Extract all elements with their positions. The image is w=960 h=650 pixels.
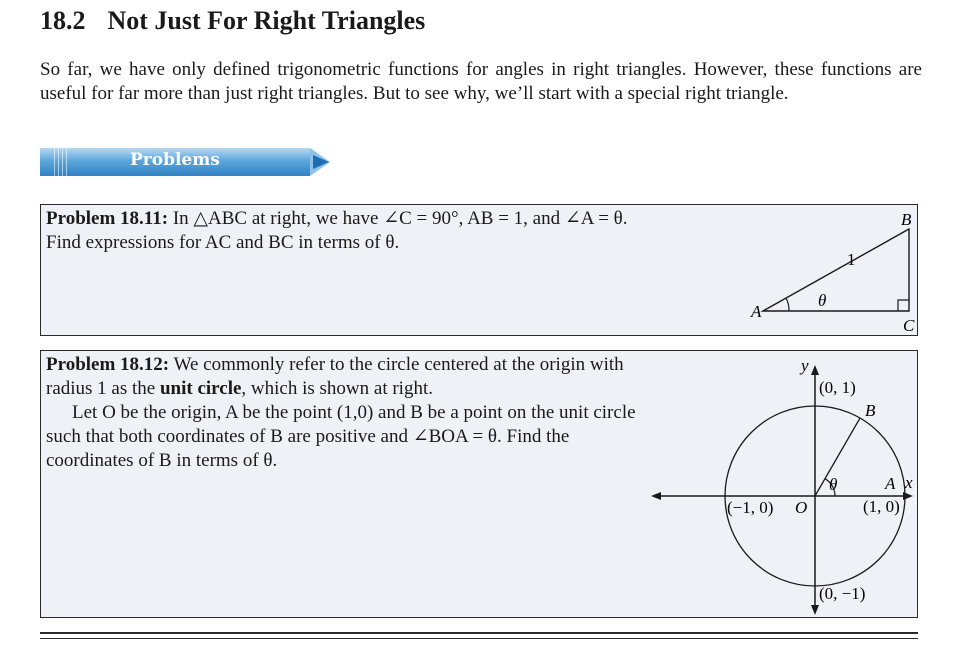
angle-label: θ xyxy=(818,291,827,310)
y-axis-label: y xyxy=(801,356,809,375)
problem-statement-part1: We commonly refer to the circle centered at the origin with radius 1 as the xyxy=(46,354,624,399)
right-triangle-diagram xyxy=(717,207,917,335)
problem-text xyxy=(46,353,646,473)
unit-circle-figure xyxy=(651,353,917,615)
x-axis-label: x xyxy=(905,473,913,492)
problem-statement-part3: Let O be the origin, A be the point (1,0) and B be a point on the unit circle such that both coordinates of B are positive and ∠BOA = θ. Find the coordinates of B in terms of θ. xyxy=(46,402,636,471)
problems-banner xyxy=(40,145,330,177)
section-title xyxy=(40,6,425,36)
problem-box-18-11 xyxy=(40,204,918,336)
triangle-shape xyxy=(763,229,909,311)
arrow-right-icon xyxy=(313,155,329,169)
section-title-text: Not Just For Right Triangles xyxy=(107,6,426,35)
right-angle-mark xyxy=(898,300,909,311)
problem-box-18-12 xyxy=(40,350,918,618)
point-b-label: B xyxy=(865,401,876,420)
bottom-rule-thick xyxy=(40,632,918,634)
angle-arc xyxy=(786,298,789,311)
problem-statement: In △ABC at right, we have ∠C = 90°, AB = 1, and ∠A = θ. Find expressions for AC and BC in terms of θ. xyxy=(46,208,628,253)
radius-ob xyxy=(815,418,860,496)
section-number: 18.2 xyxy=(40,6,86,35)
vertex-a-label: A xyxy=(751,302,762,321)
right-triangle-figure xyxy=(717,207,917,335)
vertex-b-label: B xyxy=(901,210,912,229)
point-right-label: (1, 0) xyxy=(863,497,900,516)
y-axis-bottom-arrow-icon xyxy=(811,605,819,615)
problem-statement-part2: , which is shown at right. xyxy=(241,378,433,399)
problem-label: Problem 18.12: xyxy=(46,354,170,375)
point-top-label: (0, 1) xyxy=(819,378,856,397)
point-bottom-label: (0, −1) xyxy=(819,584,866,603)
intro-paragraph: So far, we have only defined trigonometric functions for angles in right triangles. However, these functions are useful for far more than just right triangles. But to see why, we’ll start with a special right triangle. xyxy=(40,59,922,104)
point-a-label: A xyxy=(885,474,896,493)
x-axis-left-arrow-icon xyxy=(651,492,661,500)
origin-label: O xyxy=(795,498,808,517)
unit-circle-term: unit circle xyxy=(159,378,242,399)
hypotenuse-label: 1 xyxy=(847,250,856,269)
banner-label: Problems xyxy=(130,150,220,170)
y-axis-top-arrow-icon xyxy=(811,365,819,375)
angle-label: θ xyxy=(829,475,838,494)
banner-stripes xyxy=(54,148,70,176)
problem-text xyxy=(46,207,666,255)
bottom-rule-thin xyxy=(40,638,918,639)
unit-circle-diagram xyxy=(651,353,917,615)
point-left-label: (−1, 0) xyxy=(727,498,774,517)
vertex-c-label: C xyxy=(903,316,915,335)
problem-label: Problem 18.11: xyxy=(46,208,169,229)
